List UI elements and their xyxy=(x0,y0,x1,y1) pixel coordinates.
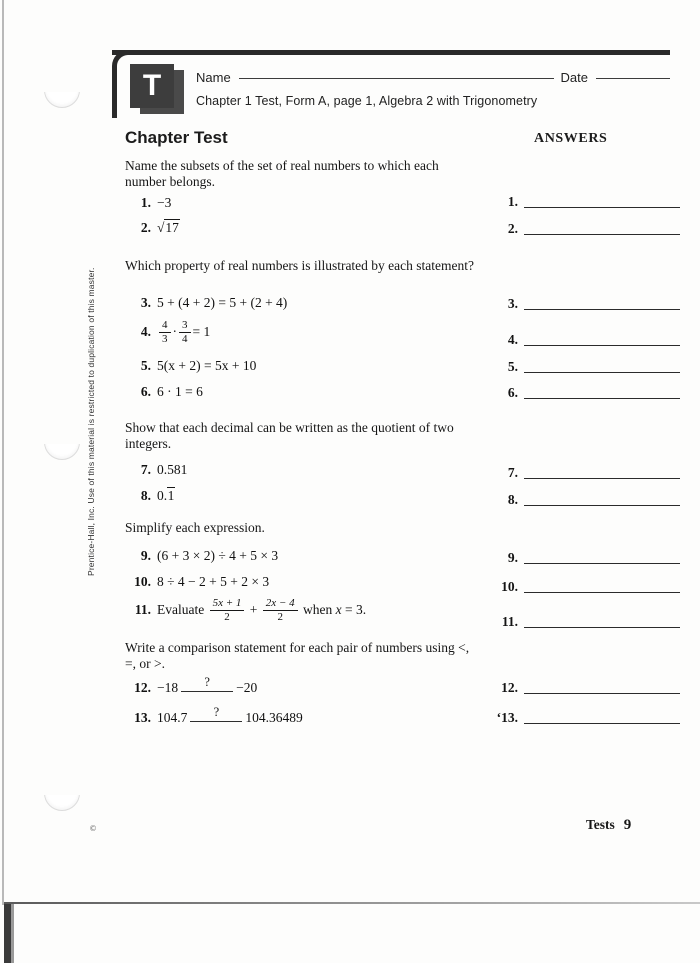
question-mark: ? xyxy=(204,675,210,689)
hole-punch-bottom-mask xyxy=(42,775,80,795)
question-2 xyxy=(125,220,485,236)
answer-number: 11. xyxy=(501,614,518,629)
question-11-number: 11. xyxy=(134,602,151,618)
question-13-number: 13. xyxy=(134,710,151,725)
date-label: Date xyxy=(560,70,588,85)
question-11 xyxy=(125,598,485,624)
test-logo xyxy=(130,64,188,116)
answer-write-line[interactable] xyxy=(524,223,680,235)
question-5-text: 5(x + 2) = 5x + 10 xyxy=(157,358,257,373)
scan-bottom-rule xyxy=(4,902,700,904)
numerator: 5x + 1 xyxy=(210,598,245,611)
question-9 xyxy=(125,548,485,564)
equals-one: = 1 xyxy=(192,324,211,340)
answer-write-line[interactable] xyxy=(524,682,680,694)
left-operand: −18 xyxy=(157,680,179,695)
answer-number: 9. xyxy=(507,550,518,565)
fraction-5x-plus-1-over-2 xyxy=(210,598,245,624)
question-7-text: 0.581 xyxy=(157,462,188,477)
question-12-text xyxy=(157,675,258,695)
answer-write-line[interactable] xyxy=(524,616,680,628)
right-operand: −20 xyxy=(236,680,258,695)
answer-blank-6[interactable] xyxy=(488,386,680,399)
question-6-text: 6 · 1 = 6 xyxy=(157,384,203,399)
numerator: 3 xyxy=(179,320,191,333)
answer-write-line[interactable] xyxy=(524,581,680,593)
question-9-number: 9. xyxy=(140,548,151,563)
question-8-number: 8. xyxy=(140,488,151,503)
numerator: 4 xyxy=(159,320,171,333)
denominator: 3 xyxy=(162,332,168,345)
question-8 xyxy=(125,488,485,504)
decimal-prefix: 0. xyxy=(157,488,168,503)
answer-write-line[interactable] xyxy=(524,467,680,479)
answer-write-line[interactable] xyxy=(524,387,680,399)
directions-2: Which property of real numbers is illustrated by each statement? xyxy=(125,258,475,273)
question-11-text xyxy=(157,597,367,623)
multiply-dot: · xyxy=(172,324,177,340)
answer-number: 10. xyxy=(501,579,518,594)
question-3 xyxy=(125,295,485,311)
name-date-row xyxy=(196,70,670,85)
question-6 xyxy=(125,384,485,400)
test-logo-square xyxy=(130,64,174,108)
copyright-sidebar-text: Prentice-Hall, Inc. Use of this material is restricted to duplication of this master. xyxy=(86,267,96,576)
evaluate-label: Evaluate xyxy=(157,602,205,618)
answer-number: 3. xyxy=(507,296,518,311)
question-10 xyxy=(125,574,485,590)
question-1-text: −3 xyxy=(157,195,172,210)
answer-blank-8[interactable] xyxy=(488,493,680,506)
copyright-symbol: © xyxy=(90,824,97,833)
answer-blank-11[interactable] xyxy=(488,615,680,628)
denominator: 4 xyxy=(182,332,188,345)
question-12-number: 12. xyxy=(134,680,151,695)
denominator: 2 xyxy=(277,610,283,623)
fraction-four-thirds xyxy=(159,320,171,346)
question-1 xyxy=(125,195,485,211)
answer-write-line[interactable] xyxy=(524,361,680,373)
scan-left-edge xyxy=(2,0,4,905)
question-13-text xyxy=(157,705,303,725)
answer-write-line[interactable] xyxy=(524,712,680,724)
answer-write-line[interactable] xyxy=(524,298,680,310)
fraction-three-fourths xyxy=(179,320,191,346)
answer-blank-10[interactable] xyxy=(488,580,680,593)
answer-blank-3[interactable] xyxy=(488,297,680,310)
numerator: 2x − 4 xyxy=(263,598,298,611)
hole-punch-middle-mask xyxy=(42,424,80,444)
footer xyxy=(586,817,631,834)
plus-sign: + xyxy=(249,602,258,618)
answer-number: 8. xyxy=(507,492,518,507)
answer-write-line[interactable] xyxy=(524,196,680,208)
question-8-text xyxy=(157,487,175,503)
question-2-number: 2. xyxy=(140,220,151,235)
repeating-digit: 1 xyxy=(167,488,175,503)
directions-4: Simplify each expression. xyxy=(125,520,265,535)
question-6-number: 6. xyxy=(140,384,151,399)
directions-3: Show that each decimal can be written as the quotient of two integers. xyxy=(125,420,454,451)
answer-number: 2. xyxy=(507,221,518,236)
question-9-text: (6 + 3 × 2) ÷ 4 + 5 × 3 xyxy=(157,548,279,563)
question-13 xyxy=(125,705,485,726)
answer-write-line[interactable] xyxy=(524,494,680,506)
question-4-text xyxy=(157,319,211,345)
hole-punch-top-mask xyxy=(42,72,80,92)
answer-blank-5[interactable] xyxy=(488,360,680,373)
answer-blank-13[interactable] xyxy=(488,711,680,724)
answer-write-line[interactable] xyxy=(524,334,680,346)
answer-number: 1. xyxy=(507,194,518,209)
denominator: 2 xyxy=(224,610,230,623)
page-title: Chapter Test xyxy=(125,128,228,147)
answer-number: 4. xyxy=(507,332,518,347)
answer-number: 12. xyxy=(501,680,518,695)
fraction-2x-minus-4-over-2 xyxy=(263,598,298,624)
question-3-text: 5 + (4 + 2) = 5 + (2 + 4) xyxy=(157,295,288,310)
question-5-number: 5. xyxy=(140,358,151,373)
answer-blank-1[interactable] xyxy=(488,195,680,208)
variable-x: x xyxy=(335,602,342,618)
question-3-number: 3. xyxy=(140,295,151,310)
answer-number: 7. xyxy=(507,465,518,480)
scan-bottom-bar-light xyxy=(11,904,14,963)
answers-heading: ANSWERS xyxy=(534,131,608,146)
question-4-number: 4. xyxy=(140,324,151,340)
answer-blank-12[interactable] xyxy=(488,681,680,694)
radical-sign: √ xyxy=(157,220,165,235)
question-5 xyxy=(125,358,485,374)
question-7 xyxy=(125,462,485,478)
answer-blank-7[interactable] xyxy=(488,466,680,479)
question-mark: ? xyxy=(213,705,220,719)
answer-number: 5. xyxy=(507,359,518,374)
directions-5: Write a comparison statement for each pair of numbers using <, =, or >. xyxy=(125,640,470,671)
x-value: = 3. xyxy=(344,602,367,618)
name-label: Name xyxy=(196,70,231,85)
radicand: 17 xyxy=(165,220,179,235)
name-write-line[interactable] xyxy=(239,78,554,79)
worksheet-subtitle: Chapter 1 Test, Form A, page 1, Algebra 2 with Trigonometry xyxy=(196,94,538,108)
answer-blank-2[interactable] xyxy=(488,222,680,235)
test-logo-letter: T xyxy=(142,69,162,102)
question-10-text: 8 ÷ 4 − 2 + 5 + 2 × 3 xyxy=(157,574,270,589)
when-label: when xyxy=(302,602,333,618)
question-2-text xyxy=(157,219,180,235)
header-top-rule xyxy=(112,50,670,55)
answer-number: 6. xyxy=(507,385,518,400)
footer-label: Tests xyxy=(586,817,615,832)
answer-blank-9[interactable] xyxy=(488,551,680,564)
directions-1: Name the subsets of the set of real numbers to which each number belongs. xyxy=(125,158,439,189)
date-write-line[interactable] xyxy=(596,78,670,79)
answer-number: ‘13. xyxy=(496,710,518,725)
answer-write-line[interactable] xyxy=(524,552,680,564)
question-10-number: 10. xyxy=(134,574,151,589)
question-4 xyxy=(125,320,485,346)
footer-page-number: 9 xyxy=(623,817,632,833)
comparison-blank-12[interactable] xyxy=(181,675,233,692)
question-1-number: 1. xyxy=(140,195,151,210)
left-operand: 104.7 xyxy=(157,710,188,725)
scan-bottom-bar xyxy=(4,904,11,963)
comparison-blank-13[interactable] xyxy=(190,705,242,722)
question-12 xyxy=(125,675,485,696)
header-bracket-stem xyxy=(112,66,117,118)
right-operand: 104.36489 xyxy=(245,710,303,725)
question-7-number: 7. xyxy=(140,462,151,477)
answer-blank-4[interactable] xyxy=(488,333,680,346)
